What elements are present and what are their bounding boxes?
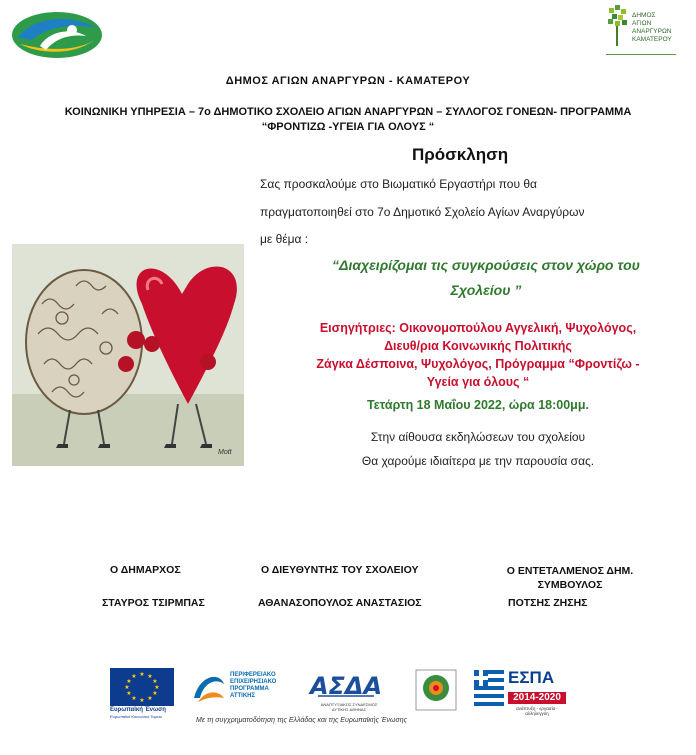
svg-text:★: ★ [147, 673, 153, 680]
svg-text:★: ★ [126, 690, 132, 697]
councillor-title-line: ΣΥΜΒΟΥΛΟΣ [537, 579, 603, 591]
intro-text: Σας προσκαλούμε στο Βιωματικό Εργαστήρι που θα [260, 177, 537, 191]
speakers-text: Εισηγήτριες: Οικονομοπούλου Αγγελική, Ψυχολόγος, [319, 321, 637, 335]
intro-text: πραγματοποιηθεί στο 7ο Δημοτικό Σχολείο Αγίων Αναργύρων [260, 205, 585, 219]
closing-text: Θα χαρούμε ιδιαίτερα με την παρουσία σας. [361, 454, 595, 468]
councillor-title [480, 564, 660, 592]
asda-logo [309, 668, 383, 712]
espa-tagline: ανάπτυξη - εργασία - αλληλεγγύη [516, 706, 558, 716]
program-name: “ΦΡΟΝΤΙΖΩ -ΥΓΕΙΑ ΓΙΑ ΟΛΟΥΣ “ [261, 121, 435, 133]
municipality-heading: ΔΗΜΟΣ ΑΓΙΩΝ ΑΝΑΡΓΥΡΩΝ - ΚΑΜΑΤΕΡΟΥ [225, 75, 471, 87]
brain-heart-illustration [12, 244, 244, 466]
organizers-line: ΚΟΙΝΩΝΙΚΗ ΥΠΗΡΕΣΙΑ – 7ο ΔΗΜΟΤΙΚΟ ΣΧΟΛΕΙΟ ΑΓΙΩΝ ΑΝΑΡΓΥΡΩΝ – ΣΥΛΛΟΓΟΣ ΓΟΝΕΩΝ- ΠΡΟΓΡΑΜΜΑ [64, 106, 632, 118]
director-title: Ο ΔΙΕΥΘΥΝΤΗΣ ΤΟΥ ΣΧΟΛΕΙΟΥ [261, 564, 419, 576]
svg-text:★: ★ [152, 690, 158, 697]
artist-signature: Mott [218, 449, 232, 456]
svg-text:★: ★ [154, 684, 160, 691]
funding-notice: Με τη συγχρηματοδότηση της Ελλάδας και της Ευρωπαϊκής Ένωσης [196, 717, 407, 724]
svg-text:★: ★ [126, 678, 132, 685]
eu-logo [110, 668, 174, 719]
workshop-topic: “Διαχειρίζομαι τις συγκρούσεις στον χώρο του [332, 257, 640, 273]
svg-text:ΑΣΔΑ: ΑΣΔΑ [309, 672, 383, 700]
svg-text:★: ★ [147, 695, 153, 702]
municipality-logo-line: ΔΗΜΟΣ [632, 12, 656, 19]
attica-line: ΠΡΟΓΡΑΜΜΑ [230, 686, 269, 692]
mayor-title: Ο ΔΗΜΑΡΧΟΣ [110, 564, 181, 576]
espa-years: 2014-2020 [508, 692, 566, 704]
attica-line: ΠΕΡΙΦΕΡΕΙΑΚΟ [230, 672, 276, 678]
director-name: ΑΘΑΝΑΣΟΠΟΥΛΟΣ ΑΝΑΣΤΑΣΙΟΣ [258, 597, 422, 609]
workshop-topic: Σχολείου ” [450, 282, 522, 298]
attica-region-logo [190, 668, 284, 712]
councillor-title-line: Ο ΕΝΤΕΤΑΛΜΕΝΟΣ ΔΗΜ. [506, 565, 634, 577]
mayor-name: ΣΤΑΥΡΟΣ ΤΣΙΡΜΠΑΣ [102, 597, 205, 609]
program-logo [10, 10, 104, 60]
speakers-text: Υγεία για όλους “ [426, 375, 530, 389]
espa-title: ΕΣΠΑ [508, 668, 555, 687]
event-venue: Στην αίθουσα εκδηλώσεων του σχολείου [370, 430, 586, 444]
svg-text:★: ★ [139, 697, 145, 704]
councillor-name: ΠΟΤΣΗΣ ΖΗΣΗΣ [508, 597, 588, 609]
asda-sublabel: ΑΝΑΠΤΥΞΙΑΚΟΣ ΣΥΝΔΕΣΜΟΣ ΔΥΤΙΚΗΣ ΑΘΗΝΑΣ [320, 702, 378, 712]
speakers-text: Διευθ/ρια Κοινωνικής Πολιτικής [384, 339, 572, 353]
attica-line: ΑΤΤΙΚΗΣ [230, 693, 256, 699]
municipality-logo-line: ΚΑΜΑΤΕΡΟΥ [632, 36, 672, 43]
svg-text:★: ★ [139, 671, 145, 678]
svg-text:★: ★ [152, 678, 158, 685]
svg-text:★: ★ [124, 684, 130, 691]
health-network-logo [414, 668, 458, 712]
speakers-text: Ζάγκα Δέσποινα, Ψυχολόγος, Πρόγραμμα “Φροντίζω - [316, 357, 640, 371]
eu-label: Ευρωπαϊκή Ένωση [110, 707, 166, 713]
event-date: Τετάρτη 18 Μαΐου 2022, ώρα 18:00μμ. [367, 398, 589, 412]
eu-sublabel: Ευρωπαϊκό Κοινωνικό Ταμείο [110, 714, 162, 719]
intro-text: με θέμα : [260, 232, 309, 246]
municipality-logo [606, 4, 676, 56]
attica-line: ΕΠΙΧΕΙΡΗΣΙΑΚΟ [230, 679, 277, 685]
svg-text:★: ★ [131, 695, 137, 702]
municipality-logo-line: ΑΓΙΩΝ ΑΝΑΡΓΥΡΩΝ [632, 20, 672, 35]
invitation-title: Πρόσκληση [412, 145, 509, 164]
svg-text:★: ★ [131, 673, 137, 680]
espa-logo [474, 668, 568, 716]
